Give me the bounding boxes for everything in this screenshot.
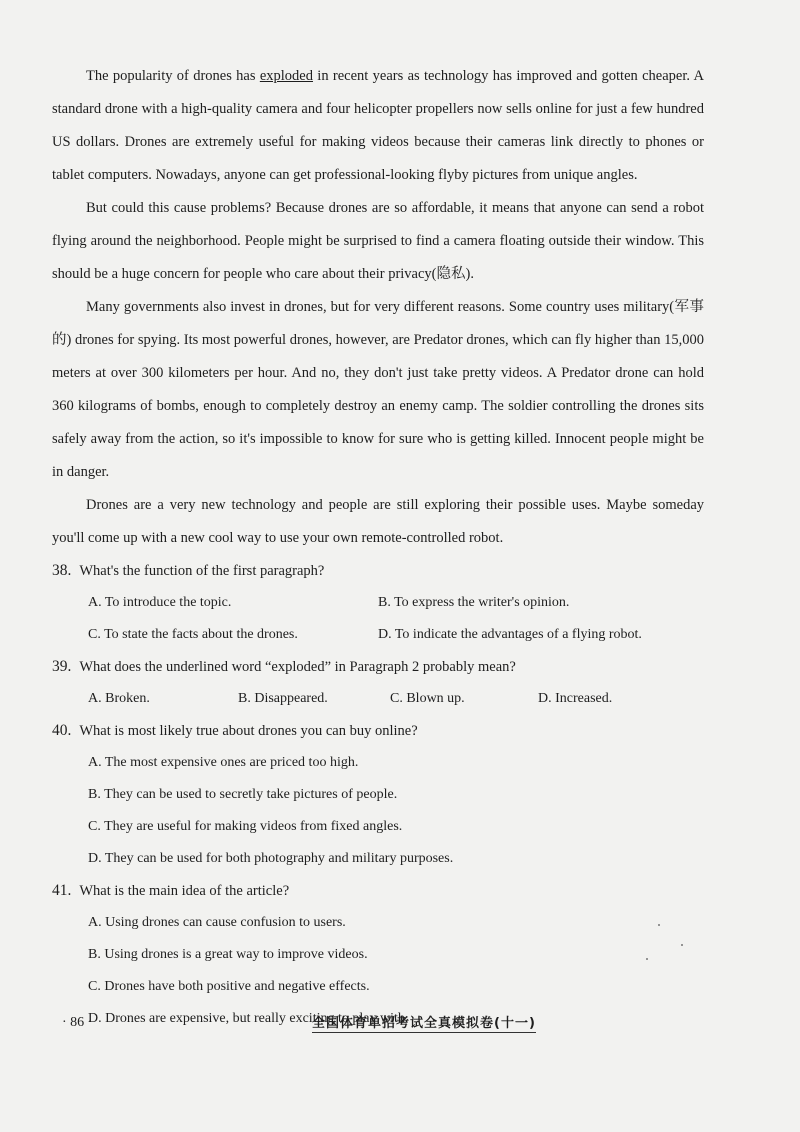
option-c[interactable]: C. To state the facts about the drones. (88, 627, 298, 642)
question-41 (52, 875, 704, 1035)
option-a[interactable]: A. Using drones can cause confusion to users. (88, 915, 346, 930)
option-b[interactable]: B. Disappeared. (238, 691, 328, 706)
question-stem (52, 715, 704, 747)
option-d[interactable]: D. Increased. (538, 691, 613, 706)
question-text: What does the underlined word “exploded” in Paragraph 2 probably mean? (79, 659, 516, 675)
question-40 (52, 715, 704, 875)
question-39 (52, 651, 704, 715)
question-stem (52, 555, 704, 587)
passage-paragraph-3: Many governments also invest in drones, but for very different reasons. Some country uses military(军事的) drones for spying. Its most powerful drones, however, are Predator drones, which can fly higher than 15,000 meters at over 300 kilometers per hour. And no, they don't just take pretty videos. A Predator drone can hold 360 kilograms of bombs, enough to completely destroy an enemy camp. The soldier controlling the drones sits safely away from the action, so it's impossible to know for sure who is getting killed. Innocent people might be in danger. (52, 299, 704, 480)
option-a[interactable]: A. Broken. (88, 691, 150, 706)
question-text: What's the function of the first paragraph? (79, 563, 325, 579)
question-number: 39. (52, 658, 72, 675)
option-b[interactable]: B. They can be used to secretly take pictures of people. (88, 787, 398, 802)
option-d[interactable]: D. They can be used for both photography and military purposes. (88, 851, 454, 866)
option-c[interactable]: C. They are useful for making videos from fixed angles. (88, 819, 403, 834)
underlined-word: exploded (259, 68, 313, 84)
question-text: What is most likely true about drones you can buy online? (79, 723, 418, 739)
options-row (52, 587, 704, 619)
scan-speck (658, 924, 660, 926)
passage-paragraph-2: But could this cause problems? Because drones are so affordable, it means that anyone can send a robot flying around the neighborhood. People might be surprised to find a camera floating outside their window. This should be a huge concern for people who care about their privacy(隐私). (52, 200, 704, 282)
option-c[interactable]: C. Drones have both positive and negative effects. (88, 979, 370, 994)
scan-speck (646, 958, 648, 960)
question-stem (52, 651, 704, 683)
exam-title: 全国体育单招考试全真模拟卷(十一) (312, 1012, 536, 1033)
question-stem (52, 875, 704, 907)
question-number: 41. (52, 882, 72, 899)
page-footer (62, 1012, 702, 1033)
question-number: 40. (52, 722, 72, 739)
option-d[interactable]: D. To indicate the advantages of a flying robot. (378, 627, 642, 642)
question-text: What is the main idea of the article? (79, 883, 290, 899)
question-number: 38. (52, 562, 72, 579)
options-row (52, 683, 704, 715)
options-row (52, 619, 704, 651)
question-38 (52, 555, 704, 651)
option-b[interactable]: B. To express the writer's opinion. (378, 595, 570, 610)
option-b[interactable]: B. Using drones is a great way to improve videos. (88, 947, 368, 962)
passage-paragraph-1 (52, 60, 704, 192)
option-d[interactable]: D. Drones are expensive, but really exciting to play with. (88, 1011, 409, 1026)
paragraph-1-text-end: in recent years as technology has improved and gotten cheaper. A standard drone with a high-quality camera and four helicopter propellers now sells online for just a few hundred US dollars. Drones are extremely useful for making videos because their cameras link directly to phones or tablet computers. Nowadays, anyone can get professional-looking flyby pictures from unique angles. (52, 68, 704, 183)
option-a[interactable]: A. The most expensive ones are priced too high. (88, 755, 359, 770)
option-a[interactable]: A. To introduce the topic. (88, 595, 232, 610)
paragraph-1-text-start: The popularity of drones has (86, 68, 260, 84)
reading-passage (52, 60, 704, 555)
scan-speck (681, 944, 683, 946)
passage-paragraph-4: Drones are a very new technology and people are still exploring their possible uses. Maybe someday you'll come up with a new cool way to use your own remote-controlled robot. (52, 497, 704, 546)
page-number: · 86 · (62, 1014, 93, 1030)
option-c[interactable]: C. Blown up. (390, 691, 465, 706)
